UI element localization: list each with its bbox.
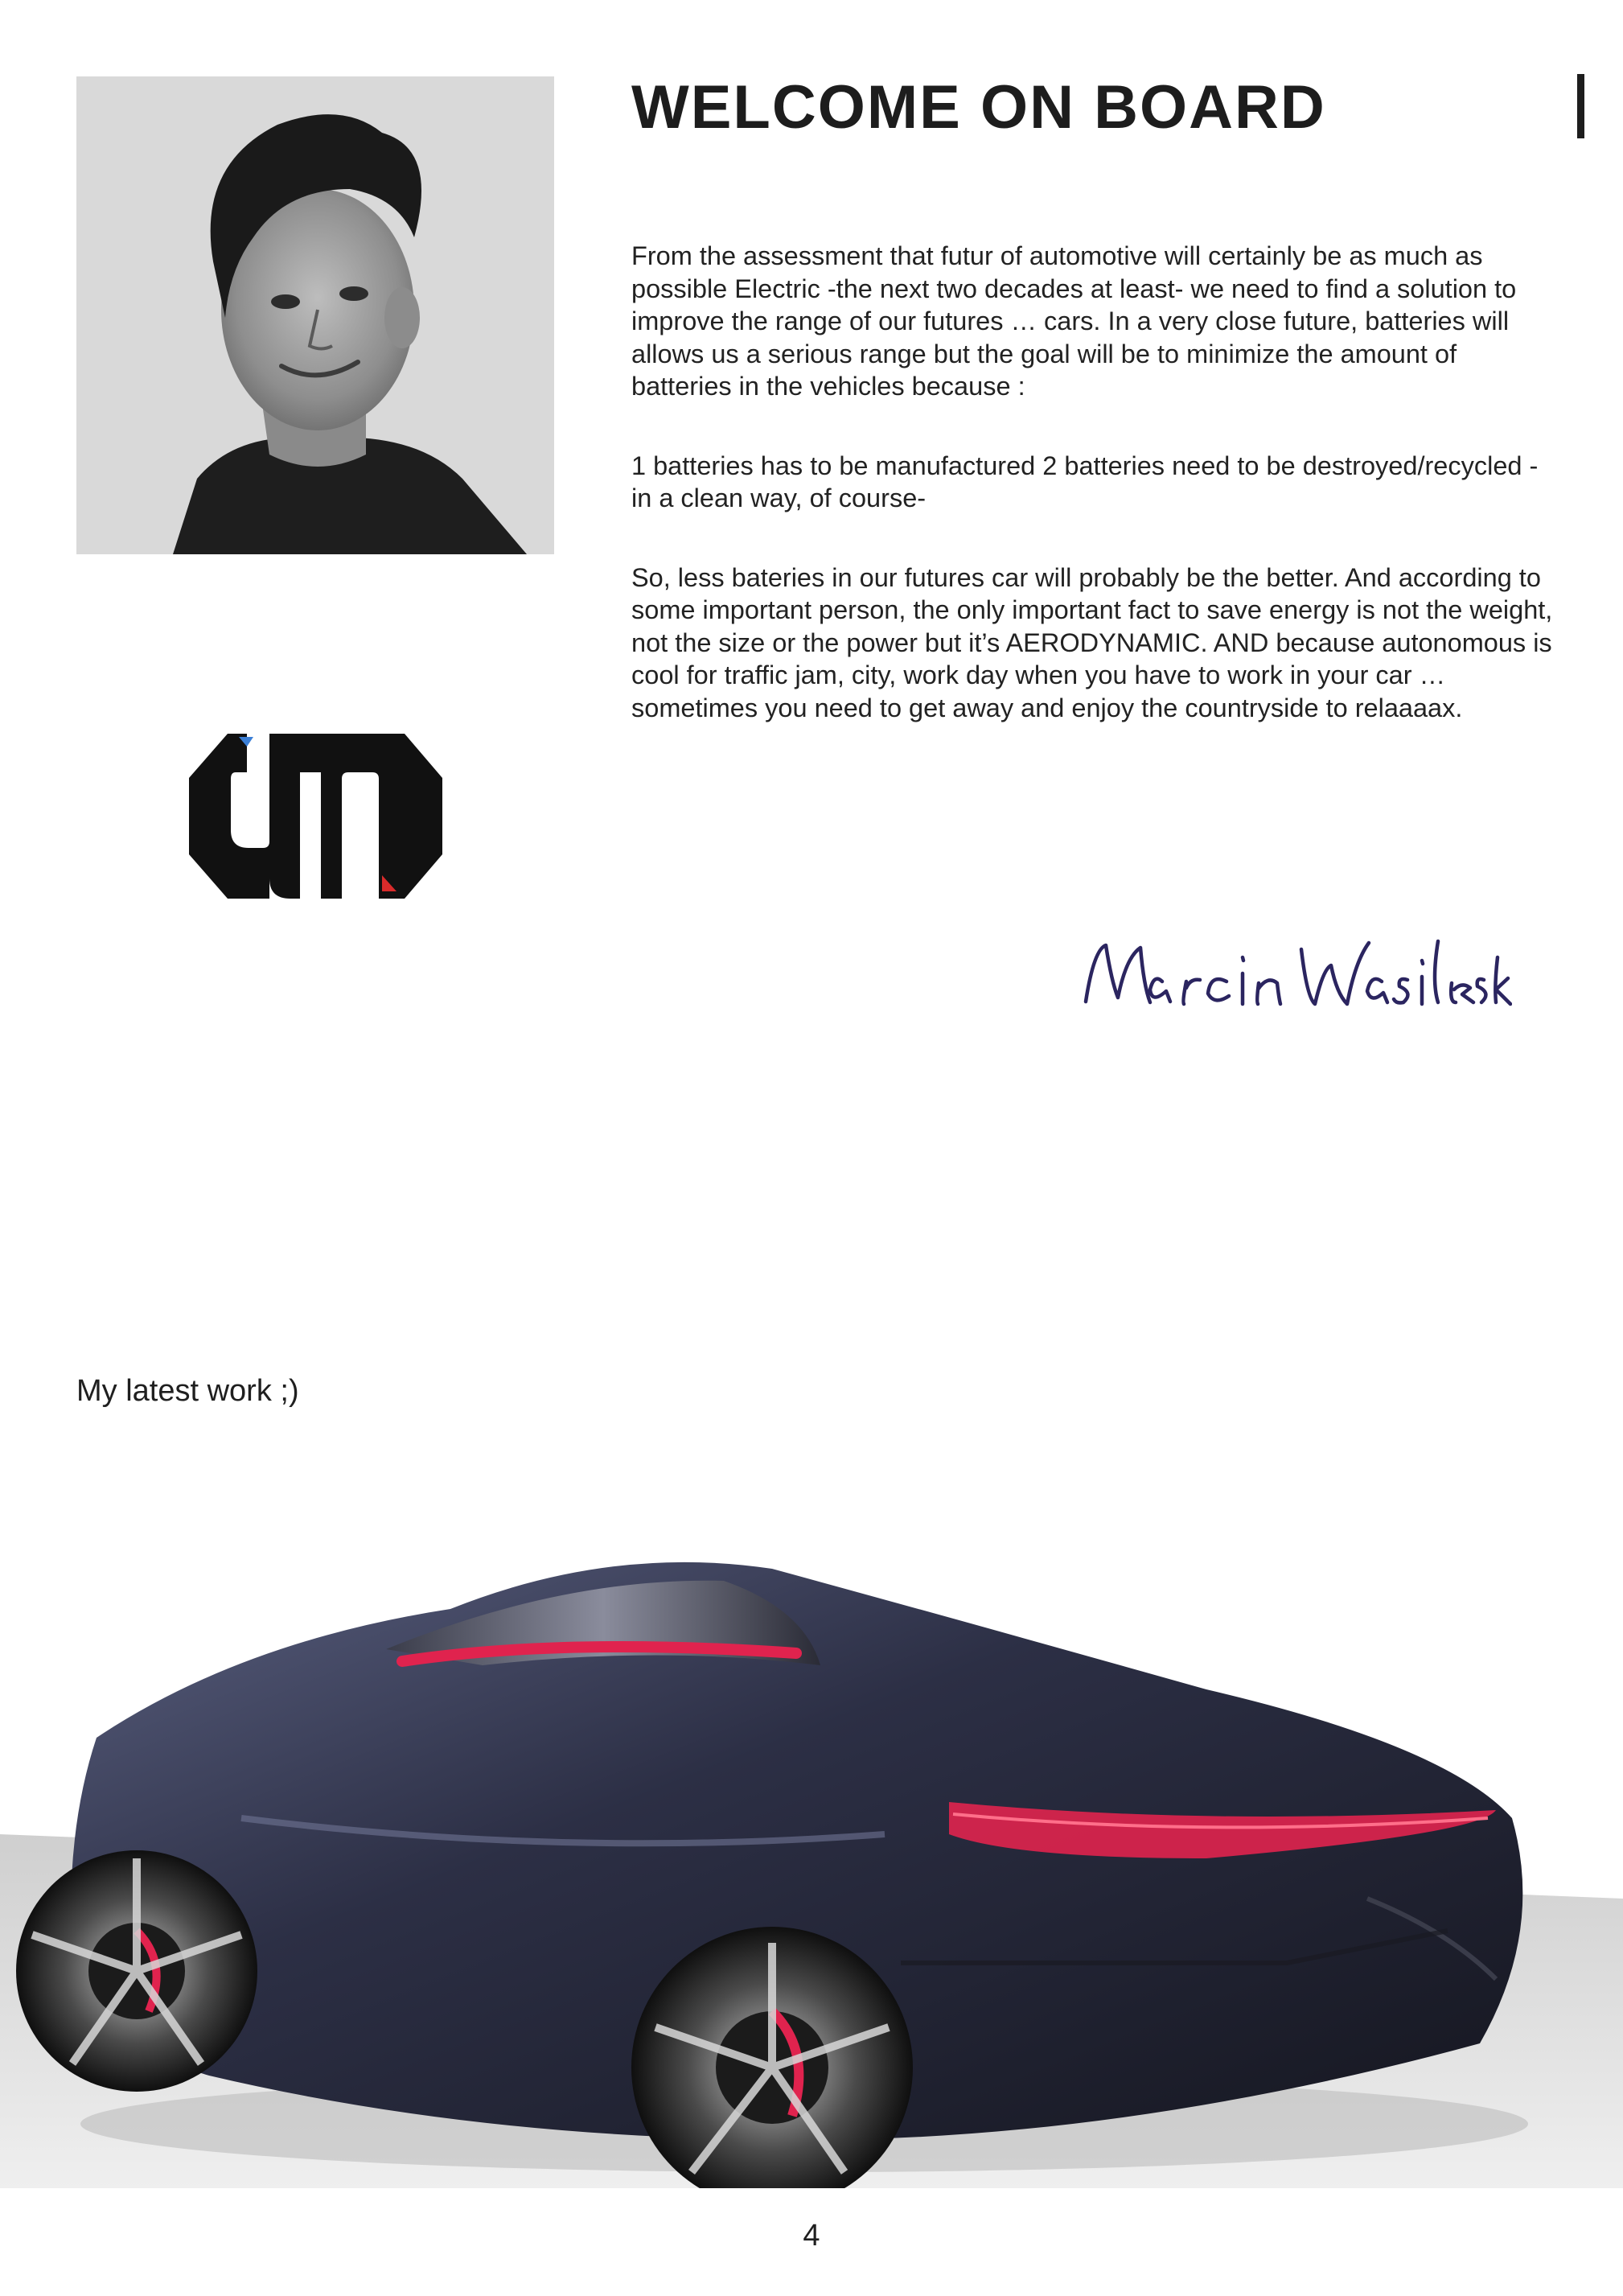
car-sketch bbox=[0, 1480, 1623, 2188]
paragraph-2: 1 batteries has to be manufactured 2 batteries need to be destroyed/recycled -in a clean way, of course- bbox=[631, 451, 1539, 512]
paragraph-3: So, less bateries in our futures car will probably be the better. And according to some important person, the only important fact to save energy is not the weight, not the size or the power but it’s AERODYNAMIC. AND because autonomous is cool for traffic jam, city, work day when you have to work in your car … sometimes you need to get away and enjoy the countryside to relaaaax. bbox=[631, 562, 1553, 722]
brand-logo bbox=[189, 734, 442, 899]
page-number: 4 bbox=[803, 2219, 820, 2253]
car-illustration bbox=[0, 1480, 1623, 2188]
paragraph-1: From the assessment that futur of automotive will certainly be as much as possible Electric -the next two decades at least- we need to find a solution to improve the range of our futures … cars. In a very close future, batteries will allows us a serious range but the goal will be to minimize the amount of batteries in the vehicles because : bbox=[631, 241, 1517, 401]
portrait-illustration bbox=[76, 76, 554, 554]
gallery-caption: My latest work ;) bbox=[76, 1374, 299, 1408]
intro-text bbox=[631, 240, 1556, 771]
signature bbox=[1078, 925, 1512, 1030]
edge-marker bbox=[1577, 74, 1584, 138]
page-title: WELCOME ON BOARD bbox=[631, 73, 1326, 142]
portrait-photo bbox=[76, 76, 554, 554]
